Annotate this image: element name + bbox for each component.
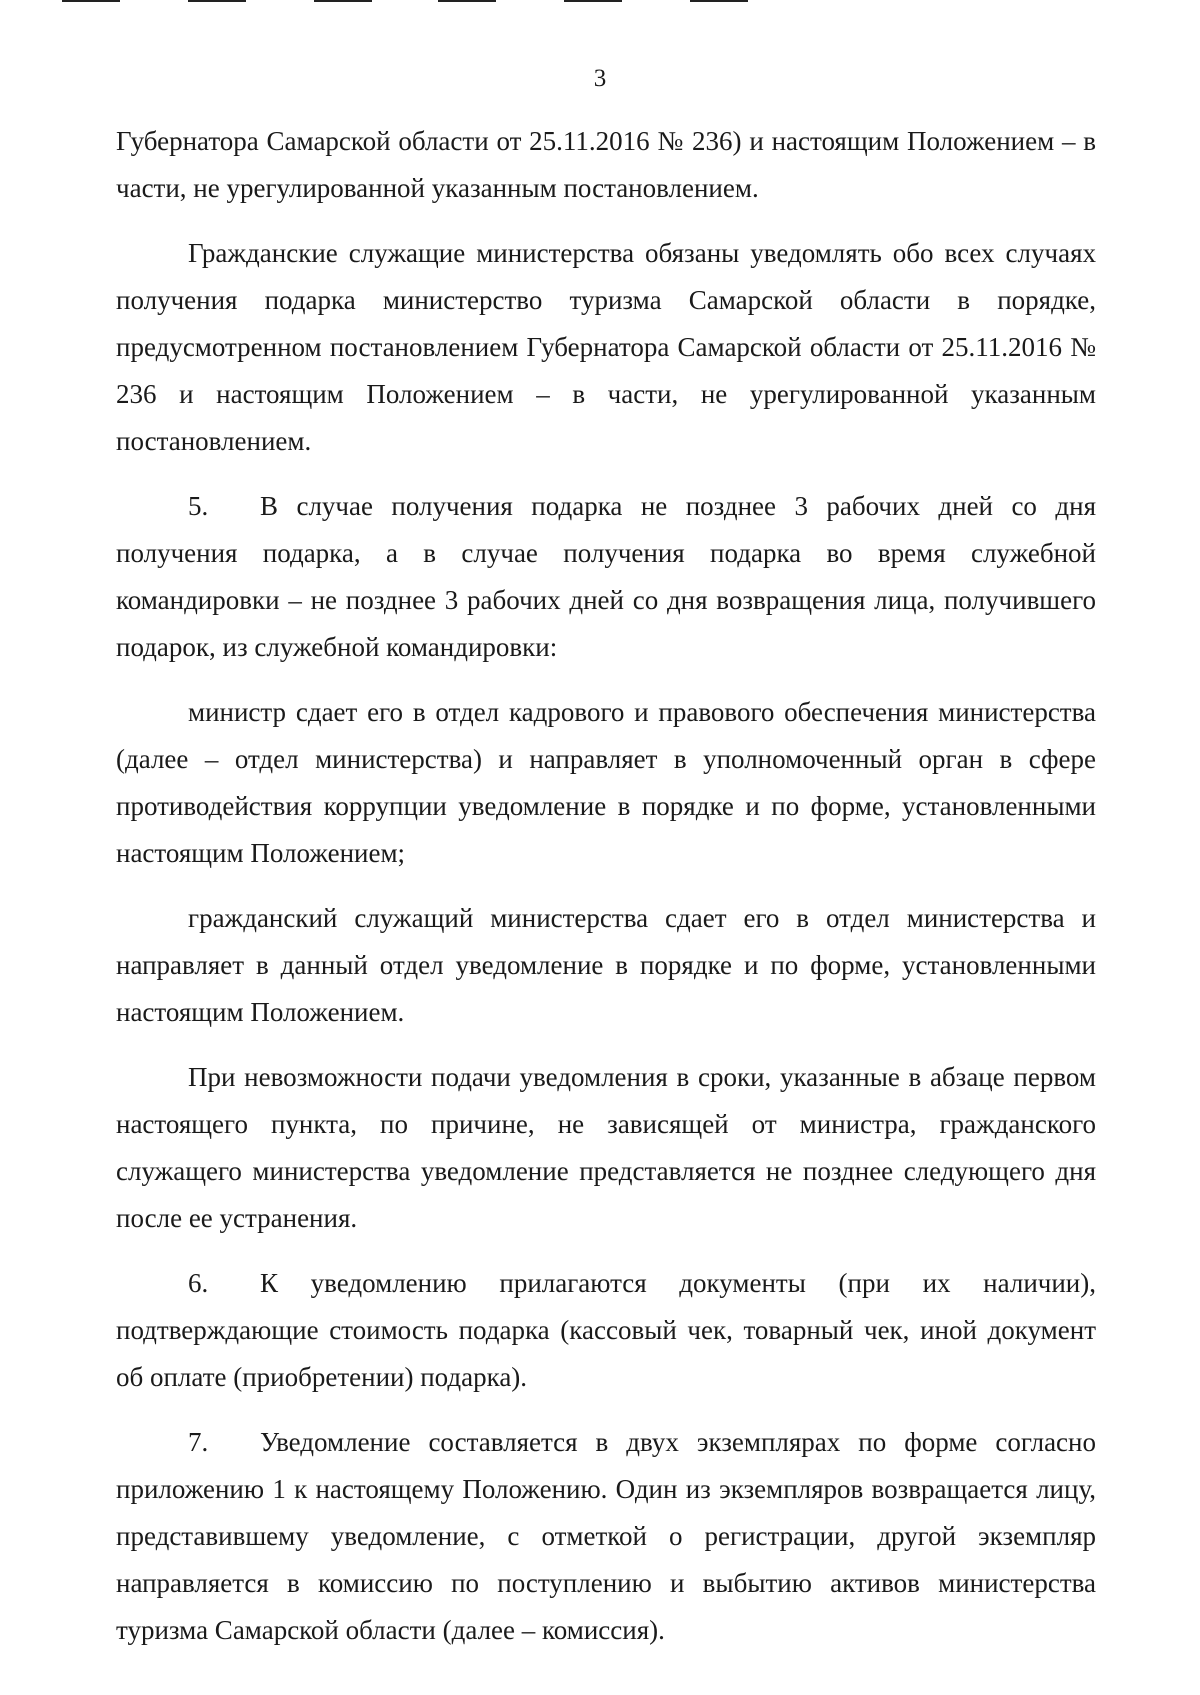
paragraph: [116, 895, 1096, 1036]
scan-mark: [62, 0, 120, 2]
paragraph-text: министр сдает его в отдел кадрового и правового обеспечения министерства (далее – отдел министерства) и направляет в уполномоченный орган в сфере противодействия коррупции уведомление в порядке и по форме, установленными настоящим Положением;: [116, 697, 1096, 868]
scan-mark: [188, 0, 246, 2]
paragraph-item-7: [116, 1419, 1096, 1654]
scan-mark: [314, 0, 372, 2]
scan-mark: [564, 0, 622, 2]
paragraph-text: В случае получения подарка не позднее 3 рабочих дней со дня получения подарка, а в случае получения подарка во время служебной командировки – не позднее 3 рабочих дней со дня возвращения лица, получившего подарок, из служебной командировки:: [116, 491, 1096, 662]
paragraph: [116, 1054, 1096, 1242]
paragraph: [116, 689, 1096, 877]
paragraph-continuation: [116, 118, 1096, 212]
paragraph-number: 6.: [188, 1268, 209, 1298]
paragraph-text: Гражданские служащие министерства обязаны уведомлять обо всех случаях получения подарка министерство туризма Самарской области в порядке, предусмотренном постановлением Губернатора Самарской области от 25.11.2016 № 236 и настоящим Положением – в части, не урегулированной указанным постановлением.: [116, 238, 1096, 456]
paragraph-text: Уведомление составляется в двух экземплярах по форме согласно приложению 1 к настоящему Положению. Один из экземпляров возвращается лицу, представившему уведомление, с отметкой о регистрации, другой экземпляр направляется в комиссию по поступлению и выбытию активов министерства туризма Самарской области (далее – комиссия).: [116, 1427, 1096, 1645]
paragraph-item-6: [116, 1260, 1096, 1401]
document-body: [116, 118, 1096, 1672]
paragraph-text: гражданский служащий министерства сдает его в отдел министерства и направляет в данный отдел уведомление в порядке и по форме, установленными настоящим Положением.: [116, 903, 1096, 1027]
paragraph-number: 5.: [188, 491, 209, 521]
scan-edge-marks: [0, 0, 1200, 6]
scan-mark: [438, 0, 496, 2]
paragraph-item-5: [116, 483, 1096, 671]
page-number: 3: [593, 65, 607, 92]
paragraph-text: Губернатора Самарской области от 25.11.2016 № 236) и настоящим Положением – в части, не урегулированной указанным постановлением.: [116, 126, 1096, 203]
paragraph-number: 7.: [188, 1427, 209, 1457]
paragraph: [116, 230, 1096, 465]
paragraph-text: К уведомлению прилагаются документы (при их наличии), подтверждающие стоимость подарка (кассовый чек, товарный чек, иной документ об оплате (приобретении) подарка).: [116, 1268, 1096, 1392]
paragraph-text: При невозможности подачи уведомления в сроки, указанные в абзаце первом настоящего пункта, по причине, не зависящей от министра, гражданского служащего министерства уведомление представляется не позднее следующего дня после ее устранения.: [116, 1062, 1096, 1233]
scan-mark: [690, 0, 748, 2]
